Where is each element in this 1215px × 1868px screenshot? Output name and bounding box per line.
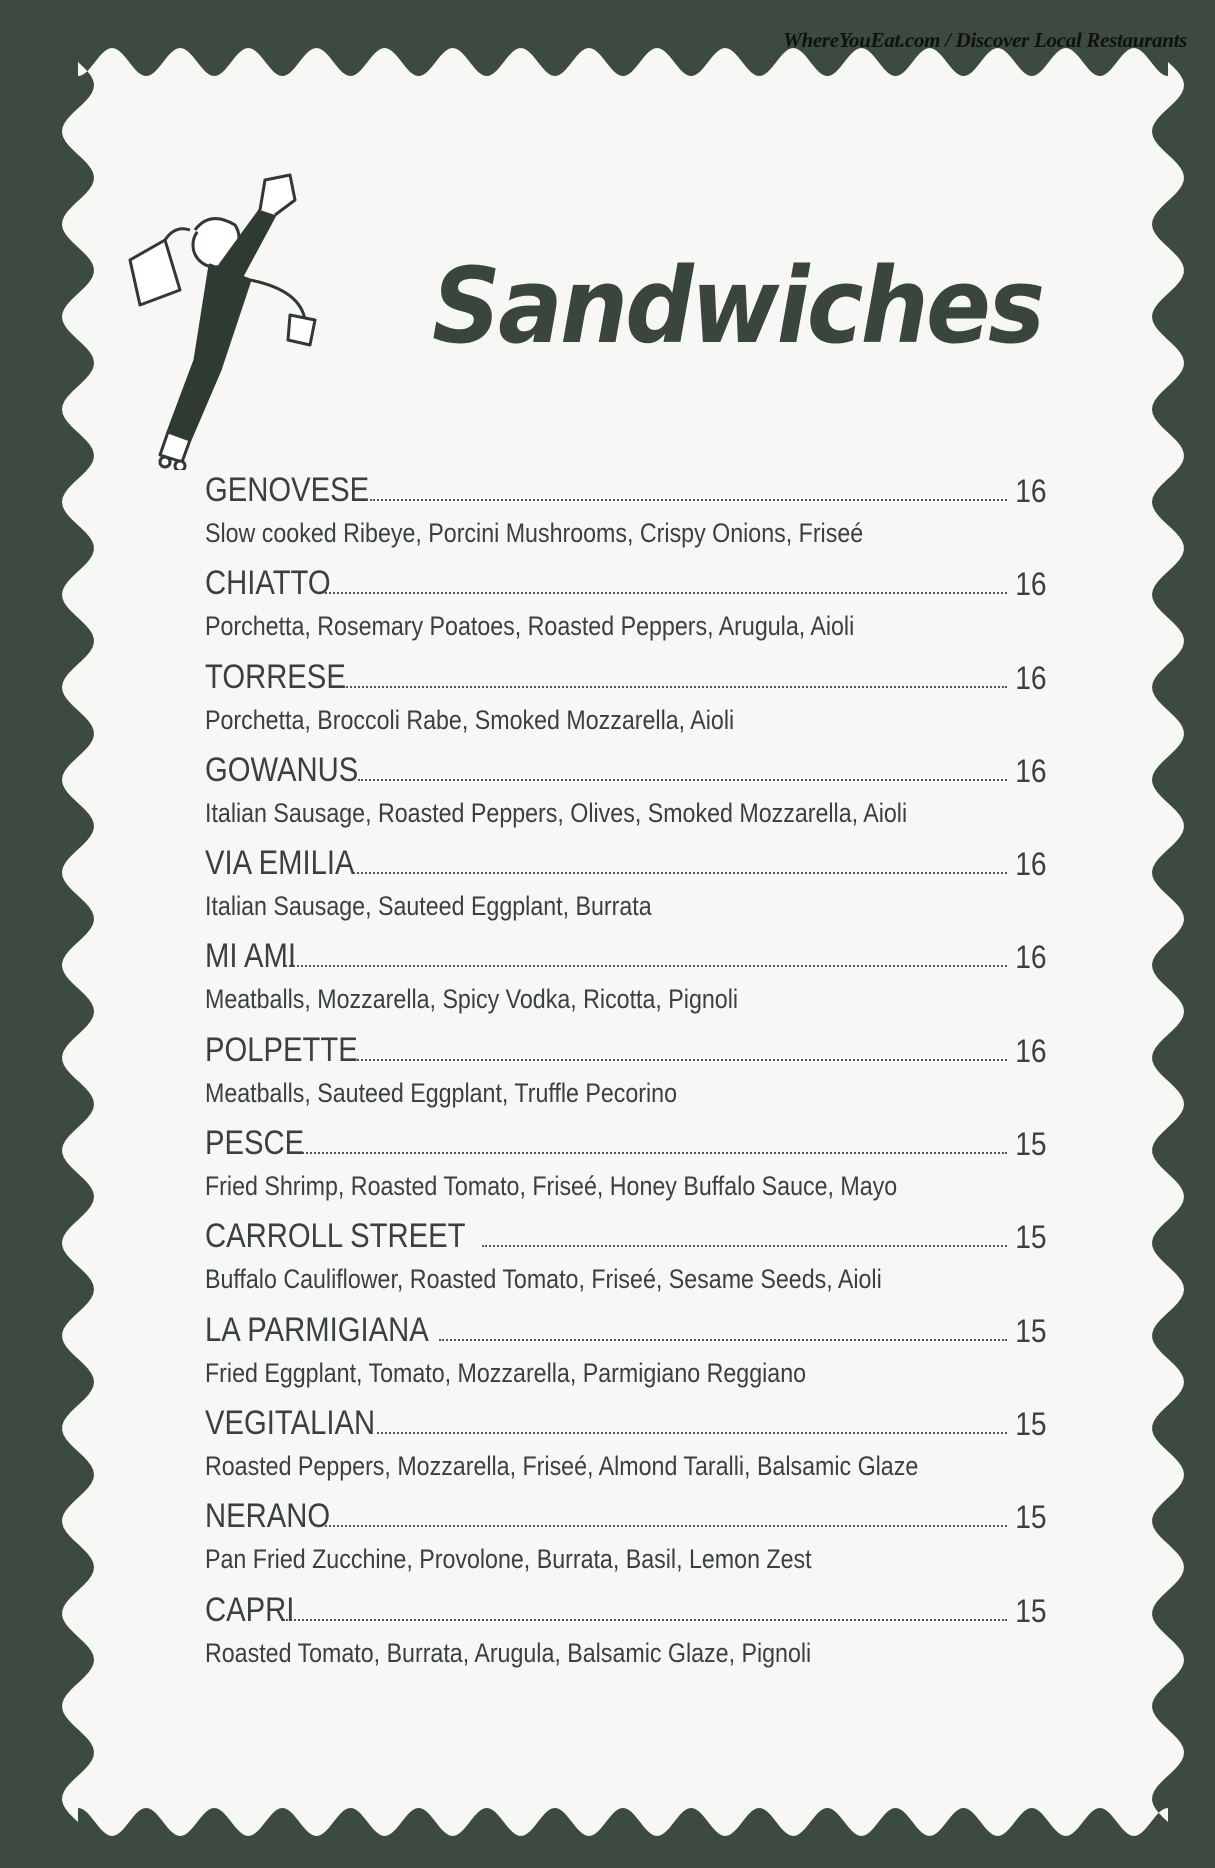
menu-item <box>205 1302 1047 1395</box>
menu-item <box>205 928 1047 1021</box>
item-name: VIA EMILIA <box>205 844 355 883</box>
item-price: 15 <box>1015 1126 1047 1163</box>
item-description: Porchetta, Broccoli Rabe, Smoked Mozzarella, Aioli <box>205 704 735 735</box>
item-name: CAPRI <box>205 1590 295 1629</box>
menu-item-header <box>205 649 1047 697</box>
dotted-leader <box>343 686 1007 688</box>
page-title: Sandwiches <box>432 245 1043 367</box>
menu-item <box>205 835 1047 928</box>
item-description: Buffalo Cauliflower, Roasted Tomato, Friseé, Sesame Seeds, Aioli <box>205 1264 882 1295</box>
item-description: Fried Eggplant, Tomato, Mozzarella, Parmigiano Reggiano <box>205 1357 807 1388</box>
menu-item <box>205 1022 1047 1115</box>
item-price: 16 <box>1015 939 1047 976</box>
item-name: GENOVESE <box>205 471 370 509</box>
item-name: PESCE <box>205 1124 305 1163</box>
item-description: Italian Sausage, Sauteed Eggplant, Burrata <box>205 891 652 922</box>
item-price: 16 <box>1015 1032 1047 1069</box>
item-description: Italian Sausage, Roasted Peppers, Olives, Smoked Mozzarella, Aioli <box>205 797 908 828</box>
menu-item <box>205 649 1047 742</box>
dotted-leader <box>295 1152 1008 1154</box>
menu-item-header <box>205 1115 1047 1163</box>
menu-item <box>205 555 1047 648</box>
menu-item <box>205 1208 1047 1301</box>
dotted-leader <box>377 1432 1007 1434</box>
menu-item-header <box>205 1395 1047 1443</box>
item-description: Roasted Tomato, Burrata, Arugula, Balsamic Glaze, Pignoli <box>205 1637 812 1668</box>
item-price: 15 <box>1015 1405 1047 1442</box>
item-name: CARROLL STREET <box>205 1217 466 1256</box>
dotted-leader <box>357 1059 1007 1061</box>
item-description: Porchetta, Rosemary Poatoes, Roasted Peppers, Arugula, Aioli <box>205 611 855 642</box>
item-description: Pan Fried Zucchine, Provolone, Burrata, Basil, Lemon Zest <box>205 1544 812 1575</box>
menu-item-header <box>205 1208 1047 1256</box>
menu-item-header <box>205 742 1047 790</box>
watermark: WhereYouEat.com / Discover Local Restaurants <box>783 28 1187 52</box>
menu-item <box>205 462 1047 555</box>
item-description: Meatballs, Sauteed Eggplant, Truffle Pecorino <box>205 1077 678 1108</box>
item-name: GOWANUS <box>205 750 359 789</box>
menu-item-header <box>205 1302 1047 1350</box>
dotted-leader <box>439 1339 1007 1341</box>
sandwich-menu-list <box>205 462 1047 1675</box>
item-name: CHIATTO <box>205 564 331 603</box>
item-name: MI AMI <box>205 937 296 976</box>
item-price: 16 <box>1015 566 1047 603</box>
dotted-leader <box>482 1245 1007 1247</box>
item-name: TORRESE <box>205 657 346 696</box>
menu-item-header <box>205 1582 1047 1630</box>
item-description: Meatballs, Mozzarella, Spicy Vodka, Ricotta, Pignoli <box>205 984 739 1015</box>
item-price: 16 <box>1015 752 1047 789</box>
menu-item-header <box>205 928 1047 976</box>
item-name: VEGITALIAN <box>205 1403 376 1442</box>
roller-skater-mascot-illustration <box>110 170 370 470</box>
item-description: Slow cooked Ribeye, Porcini Mushrooms, Crispy Onions, Friseé <box>205 518 864 548</box>
menu-item-header <box>205 462 1047 510</box>
dotted-leader <box>353 872 1007 874</box>
dotted-leader <box>358 779 1008 781</box>
menu-item-header <box>205 555 1047 603</box>
item-name: LA PARMIGIANA <box>205 1310 429 1349</box>
menu-item-header <box>205 1488 1047 1536</box>
dotted-leader <box>283 1619 1007 1621</box>
dotted-leader <box>285 965 1007 967</box>
dotted-leader <box>325 592 1007 594</box>
item-price: 15 <box>1015 1592 1047 1629</box>
menu-item <box>205 742 1047 835</box>
menu-item <box>205 1395 1047 1488</box>
menu-item-header <box>205 1022 1047 1070</box>
item-name: POLPETTE <box>205 1030 358 1069</box>
menu-item <box>205 1115 1047 1208</box>
dotted-leader <box>325 1525 1008 1527</box>
item-name: NERANO <box>205 1497 331 1536</box>
menu-item <box>205 1488 1047 1581</box>
item-price: 16 <box>1015 659 1047 696</box>
menu-item-header <box>205 835 1047 883</box>
item-description: Roasted Peppers, Mozzarella, Friseé, Almond Taralli, Balsamic Glaze <box>205 1450 919 1481</box>
item-price: 15 <box>1015 1499 1047 1536</box>
menu-item <box>205 1582 1047 1675</box>
dotted-leader <box>370 499 1007 501</box>
item-price: 15 <box>1015 1312 1047 1349</box>
item-price: 15 <box>1015 1219 1047 1256</box>
item-price: 16 <box>1015 846 1047 883</box>
item-description: Fried Shrimp, Roasted Tomato, Friseé, Honey Buffalo Sauce, Mayo <box>205 1171 898 1202</box>
item-price: 16 <box>1015 473 1047 509</box>
